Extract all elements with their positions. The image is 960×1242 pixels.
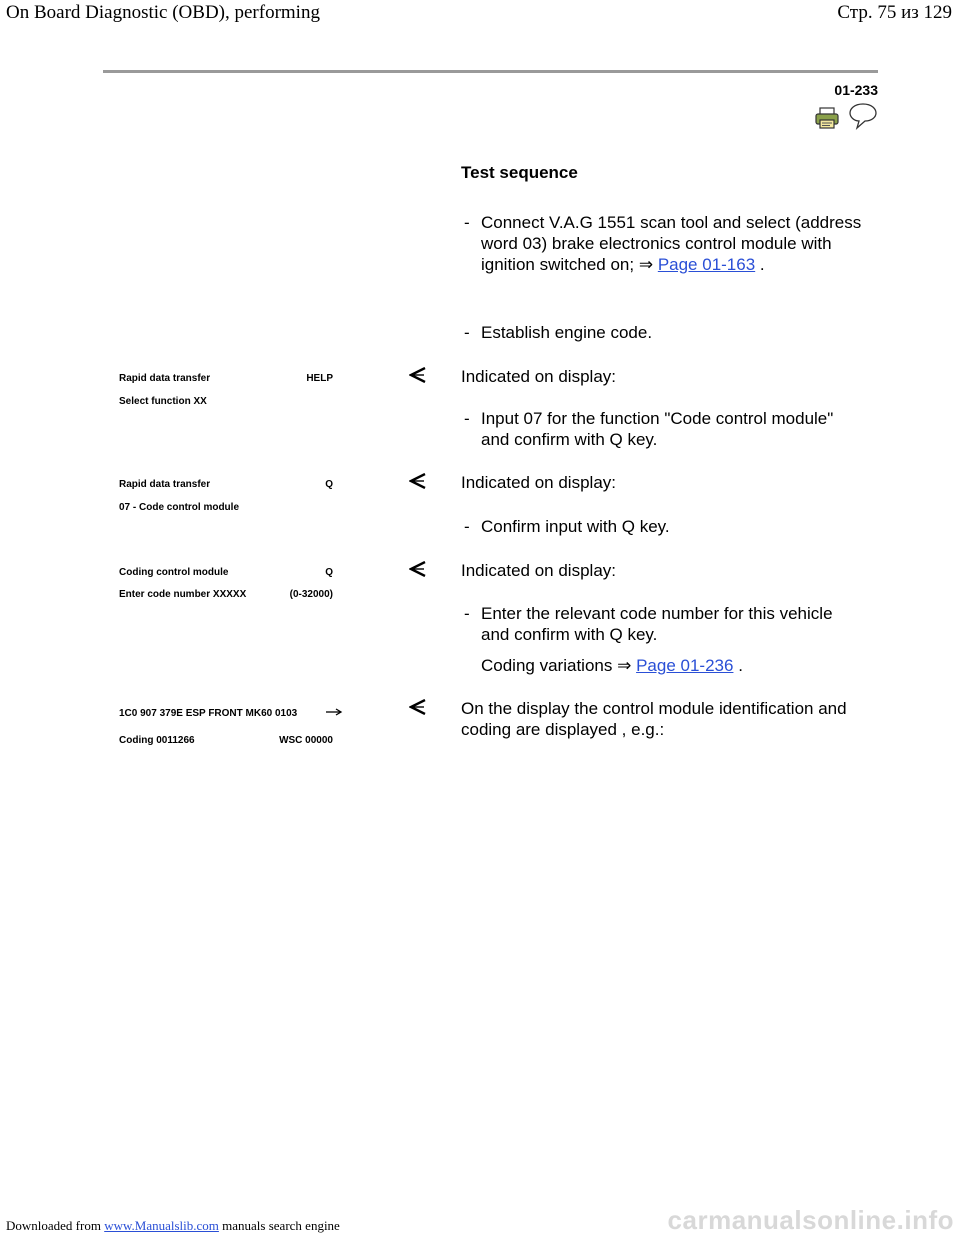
- step-dash: -: [464, 409, 470, 428]
- display-line-1: Rapid data transfer: [119, 479, 211, 490]
- period: .: [738, 656, 743, 675]
- step-dash: -: [464, 517, 470, 536]
- step-enter-code-number: [464, 603, 864, 645]
- download-credit: [6, 1218, 340, 1234]
- period: .: [759, 255, 765, 274]
- pointer-marker-icon: [409, 367, 427, 383]
- display-line-1-right: HELP: [306, 373, 333, 384]
- step-text: Confirm input with Q key.: [481, 517, 670, 536]
- continue-arrow-icon: [325, 707, 343, 717]
- display-line-1-right: Q: [325, 567, 333, 578]
- header-rule: [103, 70, 878, 73]
- display-line-2: Enter code number XXXXX: [119, 589, 247, 600]
- display-line-1: 1C0 907 379E ESP FRONT MK60 0103: [119, 708, 298, 719]
- printer-icon[interactable]: [815, 107, 839, 129]
- step-dash: -: [464, 604, 470, 623]
- step-text: Enter the relevant code number for this vehicle and confirm with Q key.: [481, 604, 833, 644]
- display-line-1: Coding control module: [119, 567, 229, 578]
- display-line-2-right: WSC 00000: [279, 735, 333, 746]
- step-connect-scan-tool: [464, 212, 864, 275]
- display-line-2: 07 - Code control module: [119, 502, 240, 513]
- step-text: Connect V.A.G 1551 scan tool and select (address word 03) brake electronics control module with ignition switched on;: [481, 213, 862, 274]
- page-number: 01-233: [834, 82, 878, 98]
- section-heading: Test sequence: [461, 163, 578, 182]
- pointer-marker-icon: [409, 473, 427, 489]
- display-line-1-right: Q: [325, 479, 333, 490]
- downloaded-from-label: Downloaded from: [6, 1218, 101, 1233]
- step-text: Establish engine code.: [481, 323, 653, 342]
- arrow-icon: ⇒: [617, 656, 632, 675]
- pointer-marker-icon: [409, 699, 427, 715]
- indicated-label: Indicated on display:: [461, 561, 616, 580]
- step-confirm-input: [464, 516, 864, 537]
- coding-variations-label: Coding variations: [481, 656, 613, 675]
- step-dash: -: [464, 323, 470, 342]
- manualslib-link[interactable]: www.Manualslib.com: [104, 1218, 219, 1233]
- watermark: carmanualsonline.info: [667, 1205, 954, 1235]
- pointer-marker-icon: [409, 561, 427, 577]
- document-title: On Board Diagnostic (OBD), performing: [6, 2, 320, 23]
- display-line-2: Select function XX: [119, 396, 207, 407]
- coding-variations: [481, 655, 743, 676]
- step-dash: -: [464, 213, 470, 232]
- page-indicator: Стр. 75 из 129: [837, 2, 952, 23]
- indicated-label: Indicated on display:: [461, 473, 616, 492]
- page-01-163-link[interactable]: Page 01-163: [657, 255, 756, 274]
- display-line-2: Coding 0011266: [119, 735, 195, 746]
- page-01-236-link[interactable]: Page 01-236: [636, 656, 734, 675]
- display-line-1: Rapid data transfer: [119, 373, 211, 384]
- final-description: On the display the control module identification and coding are displayed , e.g.:: [461, 699, 847, 739]
- step-input-07: [464, 408, 864, 450]
- display-line-2-right: (0-32000): [289, 589, 333, 600]
- arrow-icon: ⇒: [638, 255, 654, 274]
- step-text: Input 07 for the function "Code control module" and confirm with Q key.: [481, 409, 834, 449]
- tagline: manuals search engine: [222, 1218, 340, 1233]
- step-establish-engine-code: [464, 322, 864, 343]
- indicated-label: Indicated on display:: [461, 367, 616, 386]
- comment-icon[interactable]: [848, 102, 878, 130]
